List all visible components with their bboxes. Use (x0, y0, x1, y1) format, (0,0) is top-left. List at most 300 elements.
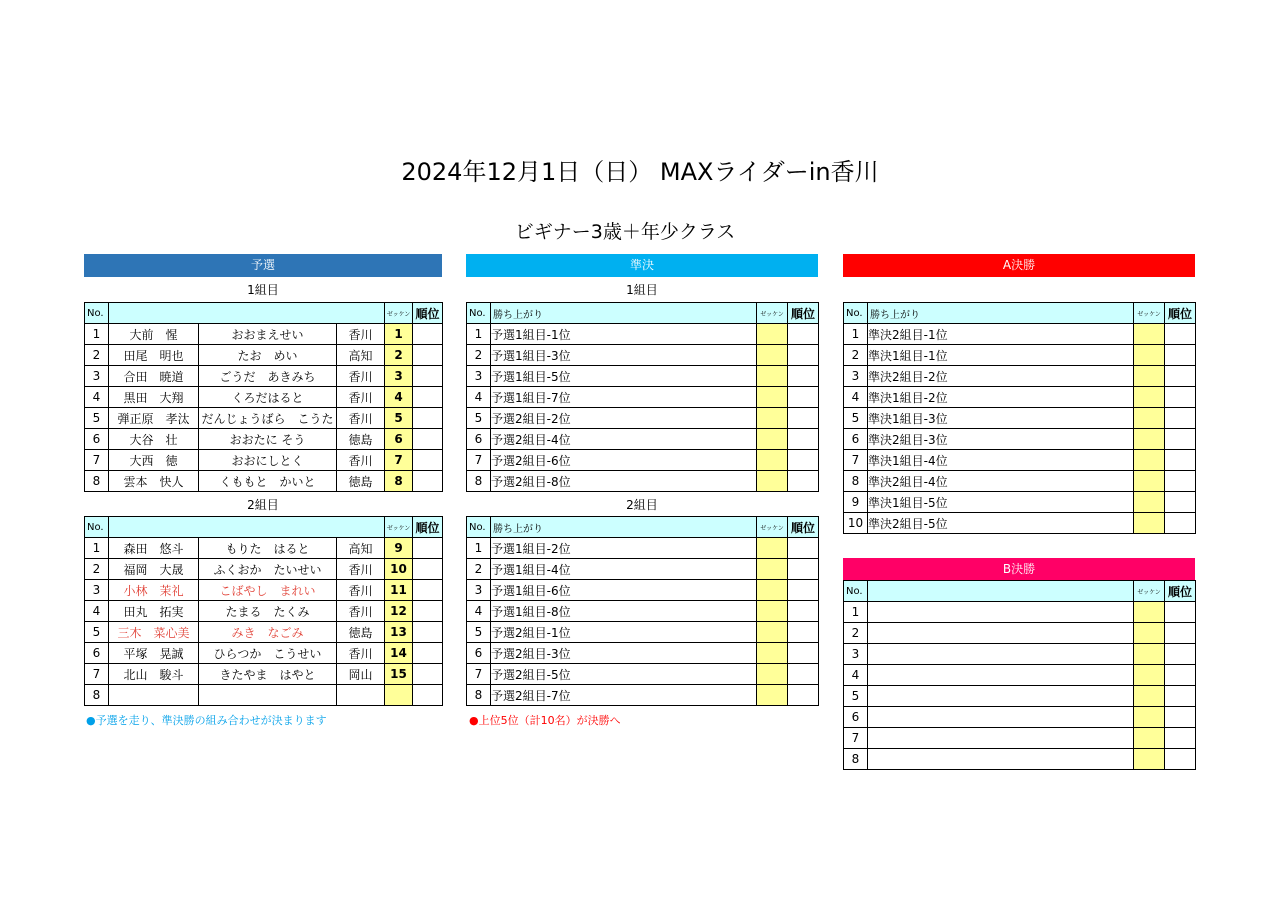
table-row (85, 345, 443, 366)
rank-cell (1165, 749, 1196, 770)
bib-number (1134, 602, 1165, 623)
racer-prefecture: 岡山 (337, 664, 385, 685)
advance-source: 準決2組目-3位 (868, 429, 1134, 450)
table-row (844, 665, 1196, 686)
rank-cell (1165, 665, 1196, 686)
table-row (85, 601, 443, 622)
advance-source: 予選2組目-4位 (491, 429, 757, 450)
bib-number: 15 (385, 664, 413, 685)
bib-number (1134, 492, 1165, 513)
advance-source (868, 623, 1134, 644)
table-row (467, 345, 819, 366)
row-number: 3 (467, 580, 491, 601)
junketsu-band: 準決 (466, 254, 818, 277)
racer-name (109, 685, 199, 706)
rank-header: 順位 (413, 303, 443, 324)
advance-source: 予選1組目-1位 (491, 324, 757, 345)
table-row (844, 602, 1196, 623)
bib-number: 8 (385, 471, 413, 492)
racer-name: 雲本 快人 (109, 471, 199, 492)
rank-cell (788, 387, 819, 408)
bib-number: 9 (385, 538, 413, 559)
row-number: 3 (85, 366, 109, 387)
table-row (467, 366, 819, 387)
rank-cell (1165, 408, 1196, 429)
row-number: 5 (467, 408, 491, 429)
advance-header: 勝ち上がり (491, 303, 757, 324)
advance-source: 予選2組目-3位 (491, 643, 757, 664)
advance-source (868, 728, 1134, 749)
name-header (109, 303, 385, 324)
row-number: 1 (467, 538, 491, 559)
table-row (85, 622, 443, 643)
advance-source: 準決2組目-2位 (868, 366, 1134, 387)
rank-cell (413, 345, 443, 366)
yosen-group1-table (84, 302, 443, 492)
rank-cell (788, 538, 819, 559)
advance-source: 準決2組目-5位 (868, 513, 1134, 534)
table-row (467, 580, 819, 601)
row-number: 2 (467, 345, 491, 366)
rank-cell (788, 366, 819, 387)
no-header: No. (844, 303, 868, 324)
bib-number: 3 (385, 366, 413, 387)
row-number: 5 (467, 622, 491, 643)
rank-cell (413, 580, 443, 601)
racer-name: 黒田 大翔 (109, 387, 199, 408)
bib-number (757, 408, 788, 429)
row-number: 6 (467, 643, 491, 664)
table-row (844, 450, 1196, 471)
table-row (844, 686, 1196, 707)
table-row (85, 324, 443, 345)
rank-cell (788, 643, 819, 664)
rank-cell (788, 408, 819, 429)
racer-prefecture: 香川 (337, 580, 385, 601)
yosen-band: 予選 (84, 254, 442, 277)
racer-name: 合田 暁道 (109, 366, 199, 387)
row-number: 7 (467, 450, 491, 471)
advance-source: 予選1組目-2位 (491, 538, 757, 559)
rank-cell (788, 601, 819, 622)
row-number: 2 (844, 345, 868, 366)
bib-number (757, 622, 788, 643)
bib-number (757, 559, 788, 580)
bib-number (1134, 728, 1165, 749)
racer-name: 小林 茉礼 (109, 580, 199, 601)
b-final-body (844, 602, 1196, 770)
no-header: No. (85, 517, 109, 538)
advance-source: 準決1組目-1位 (868, 345, 1134, 366)
table-header-row (467, 517, 819, 538)
bib-number (1134, 429, 1165, 450)
advance-source (868, 707, 1134, 728)
row-number: 7 (844, 450, 868, 471)
table-row (85, 685, 443, 706)
racer-name: 福岡 大晟 (109, 559, 199, 580)
rank-cell (413, 471, 443, 492)
bib-number (385, 685, 413, 706)
racer-kana: もりた はると (199, 538, 337, 559)
rank-cell (413, 601, 443, 622)
bib-number: 5 (385, 408, 413, 429)
table-row (467, 601, 819, 622)
table-row (85, 366, 443, 387)
table-row (844, 644, 1196, 665)
yosen-group2-title: 2組目 (247, 498, 279, 512)
rank-cell (1165, 513, 1196, 534)
rank-cell (1165, 623, 1196, 644)
rank-cell (788, 664, 819, 685)
table-row (844, 492, 1196, 513)
rank-cell (788, 471, 819, 492)
rank-cell (1165, 366, 1196, 387)
bib-number (1134, 686, 1165, 707)
racer-prefecture: 香川 (337, 408, 385, 429)
row-number: 1 (844, 602, 868, 623)
row-number: 4 (467, 387, 491, 408)
bib-number (757, 685, 788, 706)
advance-source: 予選2組目-6位 (491, 450, 757, 471)
bib-number (1134, 665, 1165, 686)
bib-number: 11 (385, 580, 413, 601)
racer-name: 田尾 明也 (109, 345, 199, 366)
bib-header: ゼッケン (385, 303, 413, 324)
bib-number (757, 387, 788, 408)
bib-number (1134, 366, 1165, 387)
bib-number: 7 (385, 450, 413, 471)
row-number: 9 (844, 492, 868, 513)
row-number: 3 (844, 644, 868, 665)
rank-cell (413, 408, 443, 429)
racer-prefecture: 香川 (337, 450, 385, 471)
a-final-body (844, 324, 1196, 534)
table-row (467, 429, 819, 450)
row-number: 3 (467, 366, 491, 387)
bib-number (1134, 644, 1165, 665)
advance-source: 予選1組目-8位 (491, 601, 757, 622)
yosen-group2-table (84, 516, 443, 706)
bib-number (757, 324, 788, 345)
row-number: 1 (467, 324, 491, 345)
bib-number: 1 (385, 324, 413, 345)
table-row (467, 559, 819, 580)
table-row (467, 471, 819, 492)
rank-cell (788, 345, 819, 366)
row-number: 2 (844, 623, 868, 644)
table-row (467, 324, 819, 345)
row-number: 7 (85, 450, 109, 471)
row-number: 8 (467, 471, 491, 492)
table-row (467, 643, 819, 664)
advance-source: 準決1組目-2位 (868, 387, 1134, 408)
table-header-row (844, 303, 1196, 324)
yosen-note: ●予選を走り、準決勝の組み合わせが決まります (86, 714, 327, 727)
rank-cell (1165, 492, 1196, 513)
racer-prefecture: 香川 (337, 559, 385, 580)
class-subtitle: ビギナー3歳＋年少クラス (514, 221, 736, 243)
table-row (467, 387, 819, 408)
advance-source: 予選2組目-5位 (491, 664, 757, 685)
b-final-table (843, 580, 1196, 770)
bib-number (1134, 408, 1165, 429)
bib-number: 6 (385, 429, 413, 450)
advance-source (868, 602, 1134, 623)
row-number: 5 (844, 686, 868, 707)
bib-number: 13 (385, 622, 413, 643)
a-final-band: A決勝 (843, 254, 1195, 277)
junketsu-group2-body (467, 538, 819, 706)
row-number: 3 (85, 580, 109, 601)
junketsu-group1-title: 1組目 (626, 283, 658, 297)
rank-cell (1165, 602, 1196, 623)
table-row (467, 622, 819, 643)
racer-kana: きたやま はやと (199, 664, 337, 685)
table-header-row (85, 517, 443, 538)
bib-number (1134, 513, 1165, 534)
row-number: 4 (85, 387, 109, 408)
row-number: 5 (85, 622, 109, 643)
yosen-group2-body (85, 538, 443, 706)
racer-prefecture: 香川 (337, 324, 385, 345)
racer-kana: たまる たくみ (199, 601, 337, 622)
table-row (844, 366, 1196, 387)
table-row (85, 559, 443, 580)
rank-cell (1165, 471, 1196, 492)
racer-name: 森田 悠斗 (109, 538, 199, 559)
row-number: 7 (467, 664, 491, 685)
racer-prefecture: 徳島 (337, 622, 385, 643)
table-row (85, 408, 443, 429)
bib-number (1134, 471, 1165, 492)
bib-number (757, 643, 788, 664)
row-number: 2 (85, 559, 109, 580)
rank-header: 順位 (1165, 303, 1196, 324)
row-number: 8 (844, 749, 868, 770)
racer-name: 田丸 拓実 (109, 601, 199, 622)
bib-number: 14 (385, 643, 413, 664)
row-number: 1 (844, 324, 868, 345)
racer-kana: ひらつか こうせい (199, 643, 337, 664)
rank-cell (413, 324, 443, 345)
row-number: 7 (85, 664, 109, 685)
bib-number: 10 (385, 559, 413, 580)
junketsu-group1-table (466, 302, 819, 492)
racer-prefecture (337, 685, 385, 706)
table-row (467, 408, 819, 429)
racer-prefecture: 徳島 (337, 429, 385, 450)
a-final-table (843, 302, 1196, 534)
racer-prefecture: 香川 (337, 643, 385, 664)
racer-name: 三木 菜心美 (109, 622, 199, 643)
bib-number (1134, 324, 1165, 345)
table-row (844, 345, 1196, 366)
bib-header: ゼッケン (757, 303, 788, 324)
racer-name: 大西 徳 (109, 450, 199, 471)
advance-source (868, 665, 1134, 686)
row-number: 8 (844, 471, 868, 492)
rank-header: 順位 (788, 303, 819, 324)
advance-source: 準決2組目-4位 (868, 471, 1134, 492)
rank-cell (1165, 728, 1196, 749)
advance-source: 予選1組目-3位 (491, 345, 757, 366)
yosen-group1-title: 1組目 (247, 283, 279, 297)
racer-kana (199, 685, 337, 706)
bib-number (1134, 345, 1165, 366)
table-row (844, 471, 1196, 492)
bib-number: 2 (385, 345, 413, 366)
rank-cell (1165, 686, 1196, 707)
bib-header: ゼッケン (757, 517, 788, 538)
racer-name: 弾正原 孝汰 (109, 408, 199, 429)
junketsu-note: ●上位5位（計10名）が決勝へ (469, 714, 621, 727)
name-header (868, 581, 1134, 602)
table-row (467, 450, 819, 471)
rank-cell (413, 538, 443, 559)
junketsu-group1-body (467, 324, 819, 492)
table-row (844, 623, 1196, 644)
table-row (844, 408, 1196, 429)
advance-source: 予選1組目-4位 (491, 559, 757, 580)
advance-source: 準決2組目-1位 (868, 324, 1134, 345)
racer-kana: おおたに そう (199, 429, 337, 450)
table-row (85, 664, 443, 685)
racer-name: 大谷 壮 (109, 429, 199, 450)
advance-source (868, 749, 1134, 770)
row-number: 6 (844, 429, 868, 450)
rank-cell (413, 387, 443, 408)
rank-cell (413, 685, 443, 706)
bib-header: ゼッケン (1134, 303, 1165, 324)
row-number: 4 (467, 601, 491, 622)
rank-cell (788, 324, 819, 345)
row-number: 4 (844, 387, 868, 408)
rank-cell (1165, 450, 1196, 471)
racer-kana: こばやし まれい (199, 580, 337, 601)
row-number: 7 (844, 728, 868, 749)
racer-prefecture: 高知 (337, 538, 385, 559)
row-number: 4 (844, 665, 868, 686)
table-row (467, 538, 819, 559)
bib-number (757, 601, 788, 622)
racer-prefecture: 香川 (337, 366, 385, 387)
racer-name: 北山 駿斗 (109, 664, 199, 685)
advance-source: 準決1組目-5位 (868, 492, 1134, 513)
bib-number (1134, 707, 1165, 728)
row-number: 3 (844, 366, 868, 387)
bib-number: 4 (385, 387, 413, 408)
rank-cell (413, 664, 443, 685)
no-header: No. (467, 303, 491, 324)
table-row (85, 538, 443, 559)
racer-kana: だんじょうばら こうた (199, 408, 337, 429)
bib-number (757, 366, 788, 387)
rank-header: 順位 (1165, 581, 1196, 602)
row-number: 2 (467, 559, 491, 580)
rank-cell (1165, 345, 1196, 366)
row-number: 8 (467, 685, 491, 706)
b-final-band: B決勝 (843, 558, 1195, 581)
bib-header: ゼッケン (385, 517, 413, 538)
rank-cell (1165, 387, 1196, 408)
advance-source: 予選2組目-1位 (491, 622, 757, 643)
row-number: 2 (85, 345, 109, 366)
table-row (85, 387, 443, 408)
row-number: 1 (85, 538, 109, 559)
rank-cell (1165, 644, 1196, 665)
bib-number (757, 450, 788, 471)
rank-cell (413, 643, 443, 664)
table-row (85, 429, 443, 450)
row-number: 5 (85, 408, 109, 429)
row-number: 6 (467, 429, 491, 450)
rank-header: 順位 (788, 517, 819, 538)
row-number: 6 (85, 429, 109, 450)
racer-kana: くももと かいと (199, 471, 337, 492)
table-row (844, 728, 1196, 749)
racer-kana: ふくおか たいせい (199, 559, 337, 580)
row-number: 8 (85, 471, 109, 492)
advance-header: 勝ち上がり (491, 517, 757, 538)
rank-cell (788, 580, 819, 601)
row-number: 10 (844, 513, 868, 534)
junketsu-group2-table (466, 516, 819, 706)
advance-source: 予選1組目-7位 (491, 387, 757, 408)
rank-cell (788, 685, 819, 706)
yosen-group1-body (85, 324, 443, 492)
advance-source: 準決1組目-4位 (868, 450, 1134, 471)
rank-cell (788, 622, 819, 643)
rank-cell (413, 366, 443, 387)
racer-kana: みき なごみ (199, 622, 337, 643)
bib-number (757, 580, 788, 601)
racer-prefecture: 徳島 (337, 471, 385, 492)
table-row (844, 429, 1196, 450)
table-row (85, 643, 443, 664)
racer-prefecture: 香川 (337, 387, 385, 408)
racer-kana: おおまえせい (199, 324, 337, 345)
row-number: 6 (844, 707, 868, 728)
bib-number (1134, 623, 1165, 644)
racer-kana: おおにしとく (199, 450, 337, 471)
advance-source: 予選1組目-5位 (491, 366, 757, 387)
junketsu-group2-title: 2組目 (626, 498, 658, 512)
bib-number (1134, 387, 1165, 408)
rank-cell (1165, 429, 1196, 450)
advance-source: 予選2組目-2位 (491, 408, 757, 429)
table-row (85, 580, 443, 601)
rank-cell (1165, 324, 1196, 345)
rank-cell (788, 450, 819, 471)
table-header-row (85, 303, 443, 324)
table-row (844, 387, 1196, 408)
rank-cell (788, 429, 819, 450)
table-row (844, 513, 1196, 534)
racer-kana: たお めい (199, 345, 337, 366)
racer-kana: ごうだ あきみち (199, 366, 337, 387)
table-row (85, 471, 443, 492)
advance-source: 予選2組目-7位 (491, 685, 757, 706)
racer-prefecture: 高知 (337, 345, 385, 366)
table-row (467, 685, 819, 706)
no-header: No. (467, 517, 491, 538)
bib-number (757, 345, 788, 366)
row-number: 4 (85, 601, 109, 622)
page-title: 2024年12月1日（日） MAXライダーin香川 (401, 158, 879, 186)
table-header-row (467, 303, 819, 324)
advance-source (868, 686, 1134, 707)
no-header: No. (85, 303, 109, 324)
